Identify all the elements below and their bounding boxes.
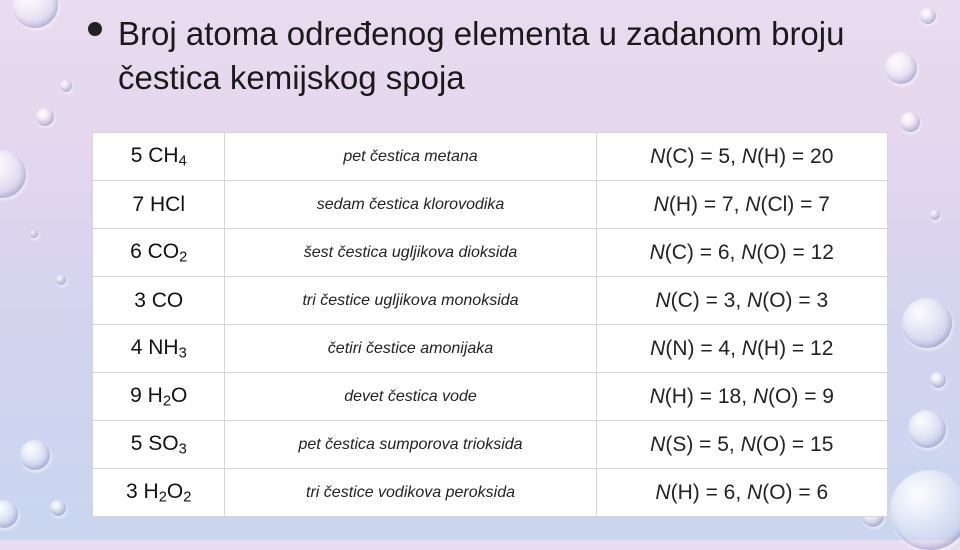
atom-count-value: (H) = 6, bbox=[670, 480, 748, 504]
description-cell: šest čestica ugljikova dioksida bbox=[225, 229, 596, 277]
atom-count-value: (O) = 12 bbox=[756, 240, 834, 264]
formula-coefficient: 5 bbox=[130, 431, 149, 455]
atom-count-symbol: N bbox=[655, 288, 671, 312]
description-cell: tri čestice vodikova peroksida bbox=[225, 469, 596, 517]
atom-count-value: (O) = 15 bbox=[755, 432, 834, 456]
formula-symbol: NH bbox=[148, 335, 179, 359]
formula-subscript: 4 bbox=[178, 153, 187, 170]
formula-subscript: 2 bbox=[158, 489, 167, 506]
atom-count-cell bbox=[596, 373, 887, 421]
atom-count-value: (O) = 9 bbox=[768, 384, 834, 408]
water-drop bbox=[890, 470, 960, 550]
description-cell: četiri čestice amonijaka bbox=[225, 325, 596, 373]
formula-coefficient: 9 bbox=[130, 383, 148, 407]
formula-cell bbox=[93, 133, 225, 181]
atom-count-value: (O) = 3 bbox=[762, 288, 829, 312]
atom-count-symbol: N bbox=[740, 432, 756, 456]
atom-count-value: (C) = 3, bbox=[670, 288, 748, 312]
water-drop bbox=[0, 500, 18, 528]
table-row bbox=[93, 133, 888, 181]
atom-count-symbol: N bbox=[741, 144, 757, 168]
atom-count-value: (C) = 6, bbox=[664, 240, 742, 264]
water-drop bbox=[50, 500, 66, 516]
atom-count-symbol: N bbox=[741, 240, 757, 264]
atom-count-symbol: N bbox=[752, 384, 769, 408]
water-drop bbox=[36, 108, 54, 126]
formula-symbol: SO bbox=[148, 431, 179, 455]
atom-count-symbol: N bbox=[653, 192, 669, 216]
atom-count-symbol: N bbox=[747, 288, 763, 312]
atom-count-value: (O) = 6 bbox=[762, 480, 829, 504]
atom-count-value: (S) = 5, bbox=[665, 432, 741, 456]
water-drop bbox=[902, 298, 952, 348]
water-drop bbox=[0, 150, 26, 198]
atom-count-symbol: N bbox=[650, 432, 666, 456]
table-row bbox=[93, 277, 888, 325]
description-cell: pet čestica metana bbox=[225, 133, 596, 181]
water-drop bbox=[12, 0, 58, 28]
formula-symbol: CO bbox=[147, 239, 180, 263]
atom-count-value: (H) = 18, bbox=[664, 384, 753, 408]
table-row bbox=[93, 421, 888, 469]
formula-subscript: 2 bbox=[179, 249, 188, 266]
formula-symbol: CO bbox=[151, 288, 184, 312]
atom-count-symbol: N bbox=[741, 336, 757, 360]
formula-subscript: 3 bbox=[178, 345, 187, 362]
formula-coefficient: 7 bbox=[132, 192, 150, 216]
formula-symbol: CH bbox=[148, 143, 179, 167]
description-cell: devet čestica vode bbox=[225, 373, 596, 421]
atom-count-cell bbox=[596, 277, 887, 325]
atom-count-symbol: N bbox=[655, 480, 671, 504]
atom-count-cell bbox=[596, 181, 887, 229]
atom-count-symbol: N bbox=[747, 480, 763, 504]
water-drop bbox=[908, 410, 946, 448]
description-cell: tri čestice ugljikova monoksida bbox=[225, 277, 596, 325]
atom-count-value: (H) = 7, bbox=[668, 192, 746, 216]
water-drop bbox=[920, 8, 936, 24]
formula-symbol: O bbox=[166, 479, 184, 503]
atom-count-symbol: N bbox=[650, 144, 666, 168]
formula-subscript: 3 bbox=[178, 441, 187, 458]
table-row bbox=[93, 469, 888, 517]
formula-coefficient: 3 bbox=[134, 288, 152, 312]
atom-count-cell bbox=[596, 229, 887, 277]
formula-symbol: HCl bbox=[149, 192, 185, 216]
water-drop bbox=[56, 275, 66, 285]
atom-count-symbol: N bbox=[745, 192, 761, 216]
table-row bbox=[93, 181, 888, 229]
atom-count-cell bbox=[596, 469, 887, 517]
atom-count-value: (C) = 5, bbox=[665, 144, 742, 168]
formula-symbol: H bbox=[147, 383, 163, 407]
table-row bbox=[93, 373, 888, 421]
slide-title bbox=[88, 12, 908, 100]
atom-count-value: (N) = 4, bbox=[665, 336, 742, 360]
formula-coefficient: 5 bbox=[130, 143, 149, 167]
water-drop bbox=[20, 440, 50, 470]
formula-coefficient: 6 bbox=[130, 239, 148, 263]
atom-count-value: (Cl) = 7 bbox=[760, 192, 830, 216]
formula-symbol: H bbox=[143, 479, 159, 503]
table-row bbox=[93, 325, 888, 373]
atom-count-value: (H) = 20 bbox=[756, 144, 834, 168]
formula-cell bbox=[93, 325, 225, 373]
atom-count-cell bbox=[596, 133, 887, 181]
atom-count-symbol: N bbox=[649, 384, 665, 408]
atoms-table-body bbox=[93, 133, 888, 517]
water-drop bbox=[30, 230, 38, 238]
formula-cell bbox=[93, 229, 225, 277]
formula-subscript: 2 bbox=[183, 489, 192, 506]
water-drop bbox=[60, 80, 72, 92]
formula-subscript: 2 bbox=[162, 393, 171, 410]
table-row bbox=[93, 229, 888, 277]
description-cell: pet čestica sumporova trioksida bbox=[225, 421, 596, 469]
formula-cell bbox=[93, 421, 225, 469]
atom-count-symbol: N bbox=[650, 336, 666, 360]
bullet-dot bbox=[88, 22, 102, 36]
formula-cell bbox=[93, 277, 225, 325]
water-drop bbox=[930, 372, 946, 388]
atoms-table bbox=[92, 132, 888, 517]
formula-cell bbox=[93, 373, 225, 421]
atom-count-value: (H) = 12 bbox=[756, 336, 834, 360]
water-drop bbox=[930, 210, 940, 220]
formula-coefficient: 4 bbox=[130, 335, 149, 359]
formula-cell bbox=[93, 469, 225, 517]
water-drop bbox=[900, 112, 920, 132]
slide-title-text: Broj atoma određenog elementa u zadanom broju čestica kemijskog spoja bbox=[118, 15, 845, 96]
formula-cell bbox=[93, 181, 225, 229]
atom-count-cell bbox=[596, 325, 887, 373]
description-cell: sedam čestica klorovodika bbox=[225, 181, 596, 229]
formula-coefficient: 3 bbox=[126, 479, 144, 503]
formula-symbol: O bbox=[170, 383, 188, 407]
atom-count-cell bbox=[596, 421, 887, 469]
atom-count-symbol: N bbox=[649, 240, 665, 264]
